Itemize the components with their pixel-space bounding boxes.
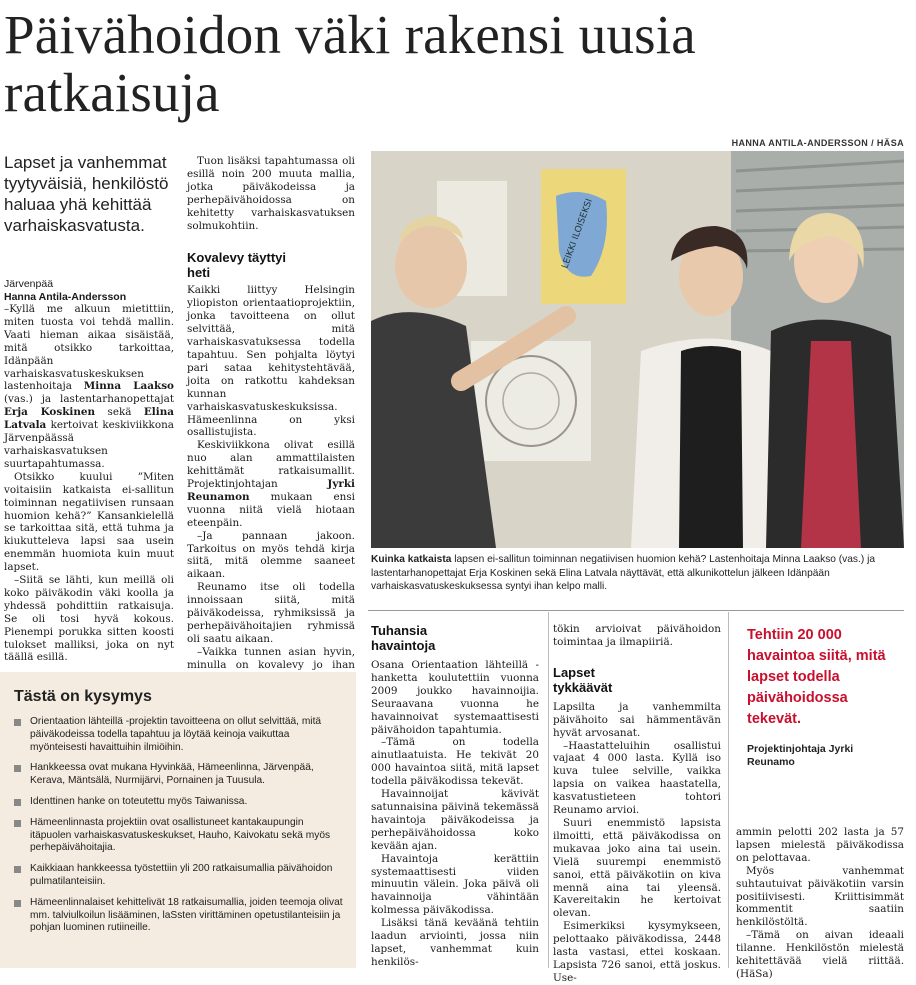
column-2	[187, 155, 355, 685]
photo-caption: Kuinka katkaista lapsen ei-sallitun toiminnan negatiivisen huomion kehä? Lastenhoitaja Minna Laakso (vas.) ja lastentarhanopettajat Erja Koskinen sekä Elina Latvala näyttävät, että alkunikottelun jälkeen Idänpään varhaiskasvatuskeskuksessa syntyi ihan kelpo malli.	[371, 554, 876, 592]
paragraph: ammin pelotti 202 lasta ja 57 lapsen mielestä päiväkodissa on pelottavaa.	[736, 826, 904, 864]
bullet-icon	[14, 719, 21, 726]
paragraph: Osana Orientaation lähteillä -hanketta koulutettiin vuonna 2009 joukko havainnoijia. Seuraavana vuonna he havainnoivat systemaattisesti päivähoidon tapahtumia.	[371, 659, 539, 736]
factbox-title: Tästä on kysymys	[14, 688, 152, 705]
factbox-list	[14, 716, 344, 943]
lead-text: Lapset ja vanhemmat tyytyväisiä, henkilöstö haluaa yhä kehittää varhaiskasvatusta.	[4, 153, 169, 235]
column-4	[553, 623, 721, 985]
paragraph: Lisäksi tänä keväänä tehtiin laadun arviointi, jossa niin lapset, vanhemmat kuin henkilös-	[371, 917, 539, 968]
divider	[728, 612, 729, 968]
factbox-item: Identtinen hanke on toteutettu myös Taiwanissa.	[14, 796, 344, 809]
paragraph: Myös vanhemmat suhtautuivat päiväkotiin varsin positiivisesti. Kriittisimmät kommentit saatiin henkilöstöltä.	[736, 864, 904, 929]
factbox-item: Orientaation lähteillä -projektin tavoitteena on ollut selvittää, mitä päiväkodeissa todella tapahtuu ja löytää keinoja vaikuttaa myönteisesti havaittuihin ilmiöihin.	[14, 716, 344, 754]
paragraph: Esimerkiksi kysymykseen, pelottaako päiväkodissa, 2448 lasta vastasi, ettei koskaan. Lapsista 726 sanoi, että joskus. Use-	[553, 920, 721, 984]
divider	[548, 612, 549, 968]
column-1	[4, 278, 174, 664]
paragraph: Suuri enemmistö lapsista ilmoitti, että päiväkodissa on mukavaa joko aina tai usein. Vielä suurempi enemmistö sanoi, että päiväkotiin on kiva mennä aina tai yleensä. Kavereitakin he kertoivat olevan.	[553, 816, 721, 920]
paragraph: tökin arvioivat päivähoidon toimintaa ja ilmapiiriä.	[553, 623, 721, 648]
bullet-icon	[14, 799, 21, 806]
paragraph: –Siitä se lähti, kun meillä oli koko päiväkodin väki koolla ja yhdessä pohdittiin ratkaisuja. Se oli tosi hyvä kokous. Pienempi porukka sitten koosti tulokset malliksi, joka on nyt täällä esillä.	[4, 574, 174, 664]
paragraph: Havaintoja kerättiin systemaattisesti viiden minuutin välein. Joka päivä oli havainnoija vähintään kolmessa päiväkodissa.	[371, 852, 539, 917]
pull-quote: Tehtiin 20 000 havaintoa siitä, mitä lapset todella päivähoidossa tekevät.	[747, 627, 886, 727]
paragraph: –Kyllä me alkuun mietittiin, miten tuosta voi tehdä mallin. Vaati hieman aikaa sisäistää, mitä otsikko tarkoittaa, Idänpään varhaiskasvatuskeskuksen lastenhoitaja Minna Laakso (vas.) ja lastentarhanopettajat Erja Koskinen sekä Elina Latvala kertoivat keskiviikkona Järvenpäässä varhaiskasvatuksen suurtapahtumassa.	[4, 303, 174, 470]
byline-author: Hanna Antila-Andersson	[4, 290, 127, 303]
factbox-item: Kaikkiaan hankkeessa työstettiin yli 200 ratkaisumallia päivähoidon pulmatilanteisiin.	[14, 863, 344, 889]
byline-place: Järvenpää	[4, 278, 54, 290]
headline: Päivähoidon väki rakensi uusia ratkaisuja	[4, 4, 696, 123]
paragraph: –Vaikka tunnen asian hyvin, minulla on kovalevy jo ihan	[187, 645, 355, 671]
factbox-item: Hämeenlinnalaiset kehittelivät 18 ratkaisumallia, joiden teemoja olivat mm. talviulkoilun lisääminen, laSsten virittäminen opetustilanteisiin ja pohjan luominen rutiineille.	[14, 897, 344, 935]
subheading: Kovalevy täyttyi heti	[187, 250, 286, 281]
paragraph: Reunamo itse oli todella innoissaan siitä, mitä päiväkodeissa, ryhmiksissä ja perhepäivähoitajien ryhmissä oli saatu aikaan.	[187, 581, 355, 645]
divider	[368, 610, 904, 611]
paragraph: –Tämä on todella ainutlaatuista. He tekivät 20 000 havaintoa siitä, mitä lapset todella päiväkodissa tekevät.	[371, 736, 539, 788]
paragraph: Kaikki liittyy Helsingin yliopiston orientaatioprojektiin, jonka tavoitteena on ollut selvittää, mitä varhaiskasvatuksessa todella tapahtuu. Sen pohjalta löytyi pari sataa kehitystehtävää, joita on ratkottu kahdeksan kunnan varhaiskasvatuskeskuksissa. Hämeenlinna on yksi osallistujista.	[187, 284, 355, 439]
column-5	[736, 826, 904, 981]
paragraph: –Tämä on aivan ideaali tilanne. Henkilöstön mielestä kehitettävää vielä riittää. (HäSa)	[736, 929, 904, 980]
factbox-item: Hämeenlinnasta projektiin ovat osallistuneet kantakaupungin itäpuolen varhaiskasvatuskeskukset, Hauho, Kaivokatu sekä myös perhepäivähoitajia.	[14, 817, 344, 855]
subheading: Lapset tykkäävät	[553, 664, 613, 695]
paragraph: –Haastatteluihin osallistui vajaat 4 000 lasta. Kyllä iso kuva tulee selville, vaikka lapsia on vaikea haastatella, kasvatustieteen tohtori Reunamo arvioi.	[553, 739, 721, 817]
bullet-icon	[14, 765, 21, 772]
column-3	[371, 623, 539, 969]
factbox-item: Hankkeessa ovat mukana Hyvinkää, Hämeenlinna, Järvenpää, Kerava, Mäntsälä, Nurmijärvi, Pornainen ja Tuusula.	[14, 762, 344, 788]
paragraph: –Ja pannaan jakoon. Tarkoitus on myös tehdä kirja siitä, mitä olemme saaneet aikaan.	[187, 529, 355, 581]
poster-text: LEIKKI ILOISEKSI	[560, 197, 595, 271]
subheading: Tuhansia havaintoja	[371, 623, 436, 653]
bullet-icon	[14, 866, 21, 873]
pull-quote-source: Projektinjohtaja Jyrki Reunamo	[747, 743, 854, 768]
bullet-icon	[14, 820, 21, 827]
paragraph: Keskiviikkona olivat esillä nuo alan ammattilaisten kehittämät ratkaisumallit. Projektinjohtajan Jyrki Reunamon mukaan ensi vuonna niitä vielä hiotaan eteenpäin.	[187, 439, 355, 529]
paragraph: Lapsilta ja vanhemmilta päivähoito sai hämmentävän hyvät arvosanat.	[553, 700, 721, 739]
photo-credit: HANNA ANTILA-ANDERSSON / HÄSA	[731, 138, 904, 148]
paragraph: Havainnoijat kävivät satunnaisina päivinä tekemässä havaintoja päiväkodeissa ja perhepäivähoidossa koko kevään ajan.	[371, 788, 539, 852]
photo-illustration	[371, 151, 904, 548]
photo	[371, 151, 904, 548]
factbox	[0, 672, 356, 968]
bullet-icon	[14, 900, 21, 907]
paragraph: Tuon lisäksi tapahtumassa oli esillä noin 200 muuta mallia, jotka päiväkodeissa ja perhepäivähoidossa on kehitetty varhaiskasvatuksen solmukohtiin.	[187, 155, 355, 232]
paragraph: Otsikko kuului ”Miten voitaisiin katkaista ei-sallitun toiminnan negatiivisen runsaan huomion kehä?” Kansankielellä se tarkoittaa sitä, että tuhma ja kiukutteleva lapsi saa usein enemmän huomiota kuin muut lapset.	[4, 470, 174, 574]
